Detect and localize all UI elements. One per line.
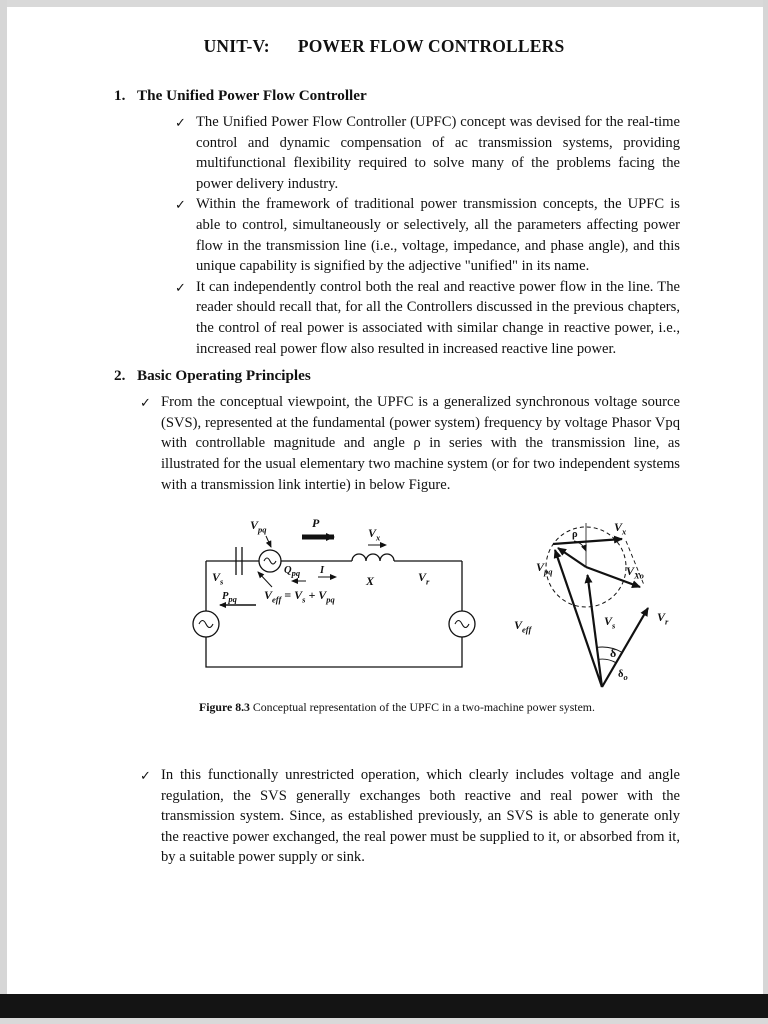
bullet-item xyxy=(175,194,680,276)
document-body xyxy=(0,57,768,868)
label-p: P xyxy=(312,516,320,531)
checkmark-icon: ✓ xyxy=(175,115,186,130)
inductor-icon xyxy=(352,554,394,561)
scan-edge-bottom xyxy=(0,1018,768,1024)
label-ppq: $P_{pq}$ xyxy=(222,591,237,605)
label-veff-phasor: $V_{eff}$ xyxy=(514,618,532,635)
page-title-unit: UNIT-V: xyxy=(203,36,270,56)
bullet-item xyxy=(140,765,680,868)
label-delta0: $\delta_o$ xyxy=(618,669,628,683)
bullet-text: Within the framework of traditional power transmission concepts, the UPFC is able to control, simultaneously or selectively, all the parameters affecting power flow in the transmission line (i.e., voltage, impedance, and phase angle), and this unique capability is signified by the adjective "unified" in its name. xyxy=(196,196,680,275)
bullet-item xyxy=(175,112,680,194)
page-title-subject: POWER FLOW CONTROLLERS xyxy=(297,36,565,56)
label-vs-series: $V_s$ xyxy=(212,570,224,587)
checkmark-icon: ✓ xyxy=(140,395,151,411)
label-i: I xyxy=(320,565,325,577)
label-vs-phasor: $V_s$ xyxy=(604,614,616,631)
bullet-text: The Unified Power Flow Controller (UPFC) concept was devised for the real-time control and dynamic compensation of ac transmission systems, providing multifunctional flexibility required to solve many of the problems facing the power delivery industry. xyxy=(196,114,680,192)
figure-diagram-canvas xyxy=(170,509,690,694)
label-rho: ρ xyxy=(572,529,578,541)
scan-edge-left xyxy=(0,0,7,1024)
label-vr-series: $V_r$ xyxy=(418,570,430,587)
checkmark-icon: ✓ xyxy=(175,279,186,295)
scan-edge-top xyxy=(0,0,768,7)
label-vxo: $V_{Xo}$ xyxy=(626,564,644,581)
phasor-diagram xyxy=(546,520,648,687)
section-heading-2 xyxy=(114,365,680,386)
vpq-phasor-arrow xyxy=(558,548,586,567)
section-heading-1 xyxy=(114,85,680,106)
section-number: 1. xyxy=(114,87,126,104)
label-x: X xyxy=(366,574,375,589)
bullet-item xyxy=(175,277,680,359)
label-qpq: $Q_{pq}$ xyxy=(284,565,301,579)
label-vpq-phasor: $V_{pq}$ xyxy=(536,560,553,577)
checkmark-icon: ✓ xyxy=(175,197,186,213)
label-vpq-series: $V_{pq}$ xyxy=(250,518,267,535)
scan-edge-right xyxy=(763,0,768,1024)
scan-artifact-bar xyxy=(0,994,768,1018)
figure-caption-text: Conceptual representation of the UPFC in a two-machine power system. xyxy=(249,700,595,715)
label-veff-equation: $V_{eff} = V_s + V_{pq}$ xyxy=(264,588,335,605)
section-number: 2. xyxy=(114,367,126,385)
vs-phasor-arrow xyxy=(588,575,603,687)
figure-caption xyxy=(114,700,680,715)
vx-phasor-arrow xyxy=(553,539,622,544)
section-title: Basic Operating Principles xyxy=(137,367,311,385)
bullet-text: From the conceptual viewpoint, the UPFC is a generalized synchronous voltage source (SVS), represented at the fundamental (power system) frequency by voltage Phasor Vpq with controllable magnitude and angle ρ in series with the transmission line, as illustrated for the usual elementary two machine system (or for two independent systems with a transmission link intertie) in below Figure. xyxy=(161,394,680,493)
bullet-item xyxy=(140,392,680,495)
veff-pointer-arrow xyxy=(258,572,272,587)
label-vx-series: $V_x$ xyxy=(368,526,381,543)
label-vr-phasor: $V_r$ xyxy=(657,610,669,627)
figure-caption-number: Figure 8.3 xyxy=(199,700,250,715)
bullet-text: It can independently control both the real and reactive power flow in the line. The reader should recall that, for all the Controllers discussed in the previous chapters, the control of real power is associated with similar change in reactive power, i.e., increased real power flow also resulted in increased reactive line power. xyxy=(196,278,680,357)
section-title: The Unified Power Flow Controller xyxy=(137,87,367,104)
bullet-text: In this functionally unrestricted operation, which clearly includes voltage and angle regulation, the SVS generally exchanges both reactive and real power with the transmission system. Since, as established previously, an SVS is able to generate only the reactive power exchanged, the real power must be supplied to it, or absorbed from it, by a suitable power supply or sink. xyxy=(161,767,680,866)
checkmark-icon: ✓ xyxy=(140,768,151,784)
label-delta: δ xyxy=(610,646,617,661)
figure-upfc-diagram xyxy=(170,509,690,694)
label-vx-phasor: $V_x$ xyxy=(614,520,627,537)
page-title xyxy=(0,36,768,57)
vpq-pointer-arrow xyxy=(266,536,271,547)
